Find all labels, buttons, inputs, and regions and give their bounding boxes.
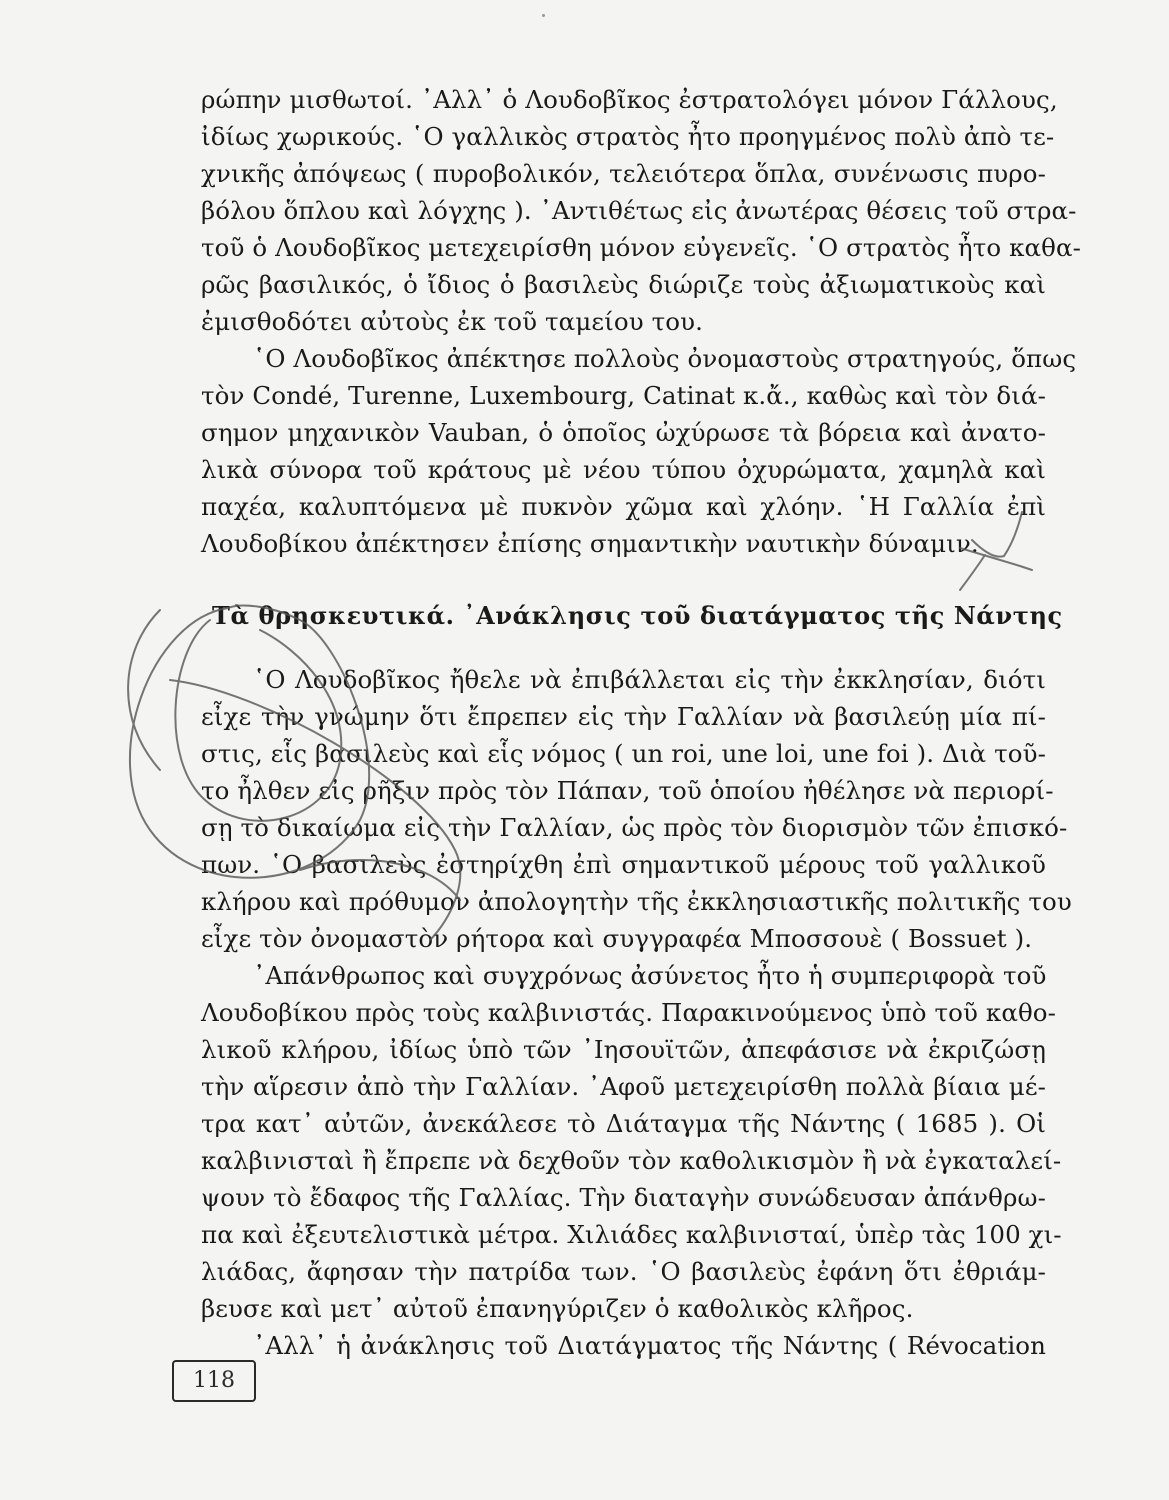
text-line: ῾Ο Λουδοβῖκος ἤθελε νὰ ἐπιβάλλεται εἰς τὴν ἐκκλησίαν, διότι: [253, 665, 1046, 694]
text-line: καλβινισταὶ ἢ ἔπρεπε νὰ δεχθοῦν τὸν καθολικισμὸν ἢ νὰ ἐγκαταλεί-: [201, 1146, 1062, 1175]
text-line: ρῶς βασιλικός, ὁ ἴδιος ὁ βασιλεὺς διώριζε τοὺς ἀξιωματικοὺς καὶ: [201, 270, 1046, 299]
page-number: 118: [172, 1360, 256, 1402]
text-line: τὴν αἵρεσιν ἀπὸ τὴν Γαλλίαν. ᾿Αφοῦ μετεχειρίσθη πολλὰ βίαια μέ-: [201, 1072, 1046, 1101]
section-heading: Τὰ θρησκευτικά. ᾿Ανάκλησις τοῦ διατάγματος τῆς Νάντης: [212, 601, 1063, 630]
text-line: σῃ τὸ δικαίωμα εἰς τὴν Γαλλίαν, ὡς πρὸς τὸν διορισμὸν τῶν ἐπισκό-: [201, 813, 1068, 842]
text-line: τοῦ ὁ Λουδοβῖκος μετεχειρίσθη μόνον εὐγενεῖς. ῾Ο στρατὸς ἦτο καθα-: [201, 233, 1082, 262]
text-line: εἶχε τὴν γνώμην ὅτι ἔπρεπεν εἰς τὴν Γαλλίαν νὰ βασιλεύῃ μία πί-: [201, 702, 1046, 731]
text-line: ψουν τὸ ἔδαφος τῆς Γαλλίας. Τὴν διαταγὴν συνώδευσαν ἀπάνθρω-: [201, 1183, 1046, 1212]
text-line: παχέα, καλυπτόμενα μὲ πυκνὸν χῶμα καὶ χλόην. ῾Η Γαλλία ἐπὶ: [201, 492, 1046, 521]
text-line: πων. ῾Ο βασιλεὺς ἐστηρίχθη ἐπὶ σημαντικοῦ μέρους τοῦ γαλλικοῦ: [201, 850, 1046, 879]
text-line: ῾Ο Λουδοβῖκος ἀπέκτησε πολλοὺς ὀνομαστοὺς στρατηγούς, ὅπως: [253, 344, 1077, 373]
text-line: τὸν Condé, Turenne, Luxembourg, Catinat κ.ἄ., καθὼς καὶ τὸν διά-: [201, 381, 1046, 410]
text-line: ἐμισθοδότει αὐτοὺς ἐκ τοῦ ταμείου του.: [201, 307, 703, 336]
pencil-arc: [128, 610, 160, 770]
text-line: στις, εἷς βασιλεὺς καὶ εἷς νόμος ( un roi, une loi, une foi ). Διὰ τοῦ-: [201, 739, 1046, 768]
text-line: το ἦλθεν εἰς ρῆξιν πρὸς τὸν Πάπαν, τοῦ ὁποίου ἠθέλησε νὰ περιορί-: [201, 776, 1054, 805]
text-line: πα καὶ ἐξευτελιστικὰ μέτρα. Χιλιάδες καλβινισταί, ὑπὲρ τὰς 100 χι-: [201, 1220, 1062, 1249]
text-line: σημον μηχανικὸν Vauban, ὁ ὁποῖος ὠχύρωσε τὰ βόρεια καὶ ἀνατο-: [201, 418, 1046, 447]
text-line: Λουδοβίκου πρὸς τοὺς καλβινιστάς. Παρακινούμενος ὑπὸ τοῦ καθο-: [201, 998, 1057, 1027]
text-line: κλήρου καὶ πρόθυμον ἀπολογητὴν τῆς ἐκκλησιαστικῆς πολιτικῆς του: [201, 887, 1072, 916]
paper-speck: [542, 14, 545, 17]
text-line: λιάδας, ἄφησαν τὴν πατρίδα των. ῾Ο βασιλεὺς ἐφάνη ὅτι ἐθριάμ-: [201, 1257, 1046, 1286]
text-line: Λουδοβίκου ἀπέκτησεν ἐπίσης σημαντικὴν ναυτικὴν δύναμιν.: [201, 529, 979, 558]
text-line: χνικῆς ἀπόψεως ( πυροβολικόν, τελειότερα ὅπλα, συνένωσις πυρο-: [201, 159, 1046, 188]
text-line: βευσε καὶ μετ᾿ αὐτοῦ ἐπανηγύριζεν ὁ καθολικὸς κλῆρος.: [201, 1294, 914, 1323]
text-line: ᾿Απάνθρωπος καὶ συγχρόνως ἀσύνετος ἦτο ἡ συμπεριφορὰ τοῦ: [253, 961, 1047, 990]
text-line: ᾿Αλλ᾿ ἡ ἀνάκλησις τοῦ Διατάγματος τῆς Νάντης ( Révocation: [253, 1331, 1046, 1360]
text-line: ρώπην μισθωτοί. ᾿Αλλ᾿ ὁ Λουδοβῖκος ἐστρατολόγει μόνον Γάλλους,: [201, 85, 1058, 114]
text-line: λικοῦ κλήρου, ἰδίως ὑπὸ τῶν ᾿Ιησουϊτῶν, ἀπεφάσισε νὰ ἐκριζώσῃ: [201, 1035, 1046, 1064]
text-line: τρα κατ᾿ αὐτῶν, ἀνεκάλεσε τὸ Διάταγμα τῆς Νάντης ( 1685 ). Οἱ: [201, 1109, 1046, 1138]
text-line: βόλου ὅπλου καὶ λόγχης ). ᾿Αντιθέτως εἰς ἀνωτέρας θέσεις τοῦ στρα-: [201, 196, 1077, 225]
text-line: λικὰ σύνορα τοῦ κράτους μὲ νέου τύπου ὀχυρώματα, χαμηλὰ καὶ: [201, 455, 1046, 484]
text-line: ἰδίως χωρικούς. ῾Ο γαλλικὸς στρατὸς ἦτο προηγμένος πολὺ ἀπὸ τε-: [201, 122, 1055, 151]
text-line: εἶχε τὸν ὀνομαστὸν ρήτορα καὶ συγγραφέα Μποσσουὲ ( Bossuet ).: [201, 924, 1033, 953]
